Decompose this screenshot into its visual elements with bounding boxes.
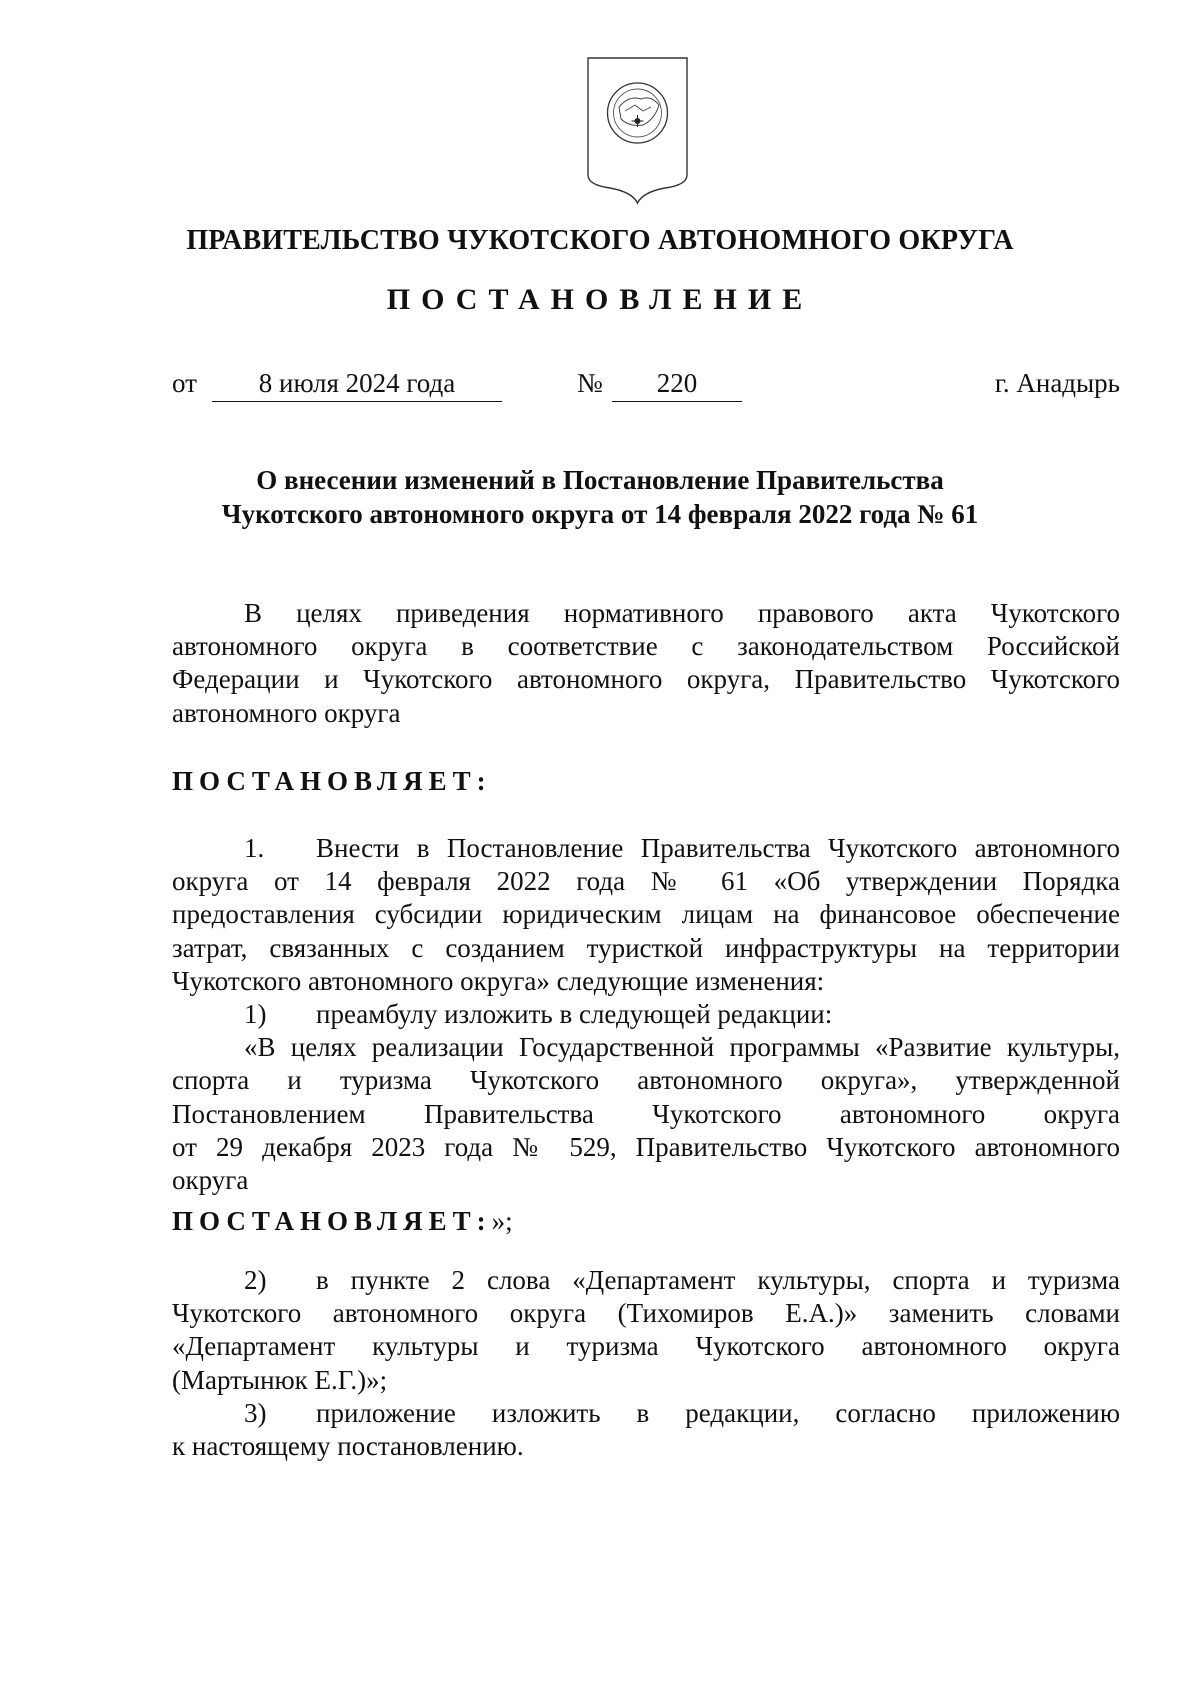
document-type-title: ПОСТАНОВЛЕНИЕ [386, 283, 814, 316]
item-1-line: 1. Внести в Постановление Правительства Чукотского автономного [172, 832, 1120, 865]
subitem-number: 1) [244, 999, 267, 1030]
number-sign: № [577, 368, 603, 398]
subject-line: О внесении изменений в Постановление Правительства [256, 465, 944, 495]
quote-close: »; [491, 1206, 513, 1236]
subject-line: Чукотского автономного округа от 14 февраля 2022 года № 61 [221, 499, 979, 529]
document-number: 220 [612, 365, 742, 402]
text-line: В целях приведения нормативного правового акта Чукотского [244, 598, 1120, 628]
text-line: Федерации и Чукотского автономного округа, Правительство Чукотского [172, 664, 1120, 695]
resolves-heading: ПОСТАНОВЛЯЕТ: [172, 766, 492, 796]
item-number: 1. [244, 833, 265, 863]
subitem-number: 2) [244, 1265, 267, 1295]
quote-line: округа [172, 1165, 249, 1196]
subitem-3: 3) приложение изложить в редакции, согласно приложению [172, 1397, 1120, 1430]
quote-line: «В целях реализации Государственной программы «Развитие культуры, [244, 1032, 1120, 1063]
document-city: г. Анадырь [994, 368, 1120, 398]
intro-paragraph [172, 597, 1120, 730]
text-line: автономного округа [172, 697, 401, 728]
text-line: округа от 14 февраля 2022 года № 61 «Об утверждении Порядка [172, 866, 1120, 897]
text-line: затрат, связанных с созданием туристкой инфраструктуры на территории [172, 932, 1120, 963]
text-line: «Департамент культуры и туризма Чукотского автономного округа [172, 1331, 1120, 1362]
subitems-2-3 [172, 1264, 1120, 1463]
resolution-items [172, 832, 1120, 1197]
text-line: (Мартынюк Е.Г.)»; [172, 1364, 388, 1395]
resolves-word: ПОСТАНОВЛЯЕТ: [172, 1206, 492, 1236]
text-line: предоставления субсидии юридическим лицам на финансовое обеспечение [172, 899, 1120, 930]
subitem-2: 2) в пункте 2 слова «Департамент культуры, спорта и туризма [172, 1264, 1120, 1297]
organization-title: ПРАВИТЕЛЬСТВО ЧУКОТСКОГО АВТОНОМНОГО ОКРУГА [186, 225, 1014, 256]
text-line: Чукотского автономного округа (Тихомиров Е.А.)» заменить словами [172, 1298, 1120, 1329]
quote-line: спорта и туризма Чукотского автономного округа», утвержденной [172, 1065, 1120, 1096]
subitem-1: 1) преамбулу изложить в следующей редакции: [172, 998, 1120, 1031]
coat-of-arms-icon [585, 55, 690, 205]
text-line: Чукотского автономного округа» следующие изменения: [172, 965, 825, 996]
quoted-resolves [172, 1206, 513, 1237]
quote-line: от 29 декабря 2023 года № 529, Правительство Чукотского автономного [172, 1131, 1120, 1162]
document-subject [120, 463, 1080, 531]
date-prefix: от [172, 368, 197, 398]
document-meta [172, 365, 1120, 405]
text-line: к настоящему постановлению. [172, 1431, 524, 1462]
quote-line: Постановлением Правительства Чукотского автономного округа [172, 1098, 1120, 1129]
subitem-number: 3) [244, 1397, 267, 1428]
document-date: 8 июля 2024 года [212, 365, 502, 402]
text-line: автономного округа в соответствие с законодательством Российской [172, 631, 1120, 662]
